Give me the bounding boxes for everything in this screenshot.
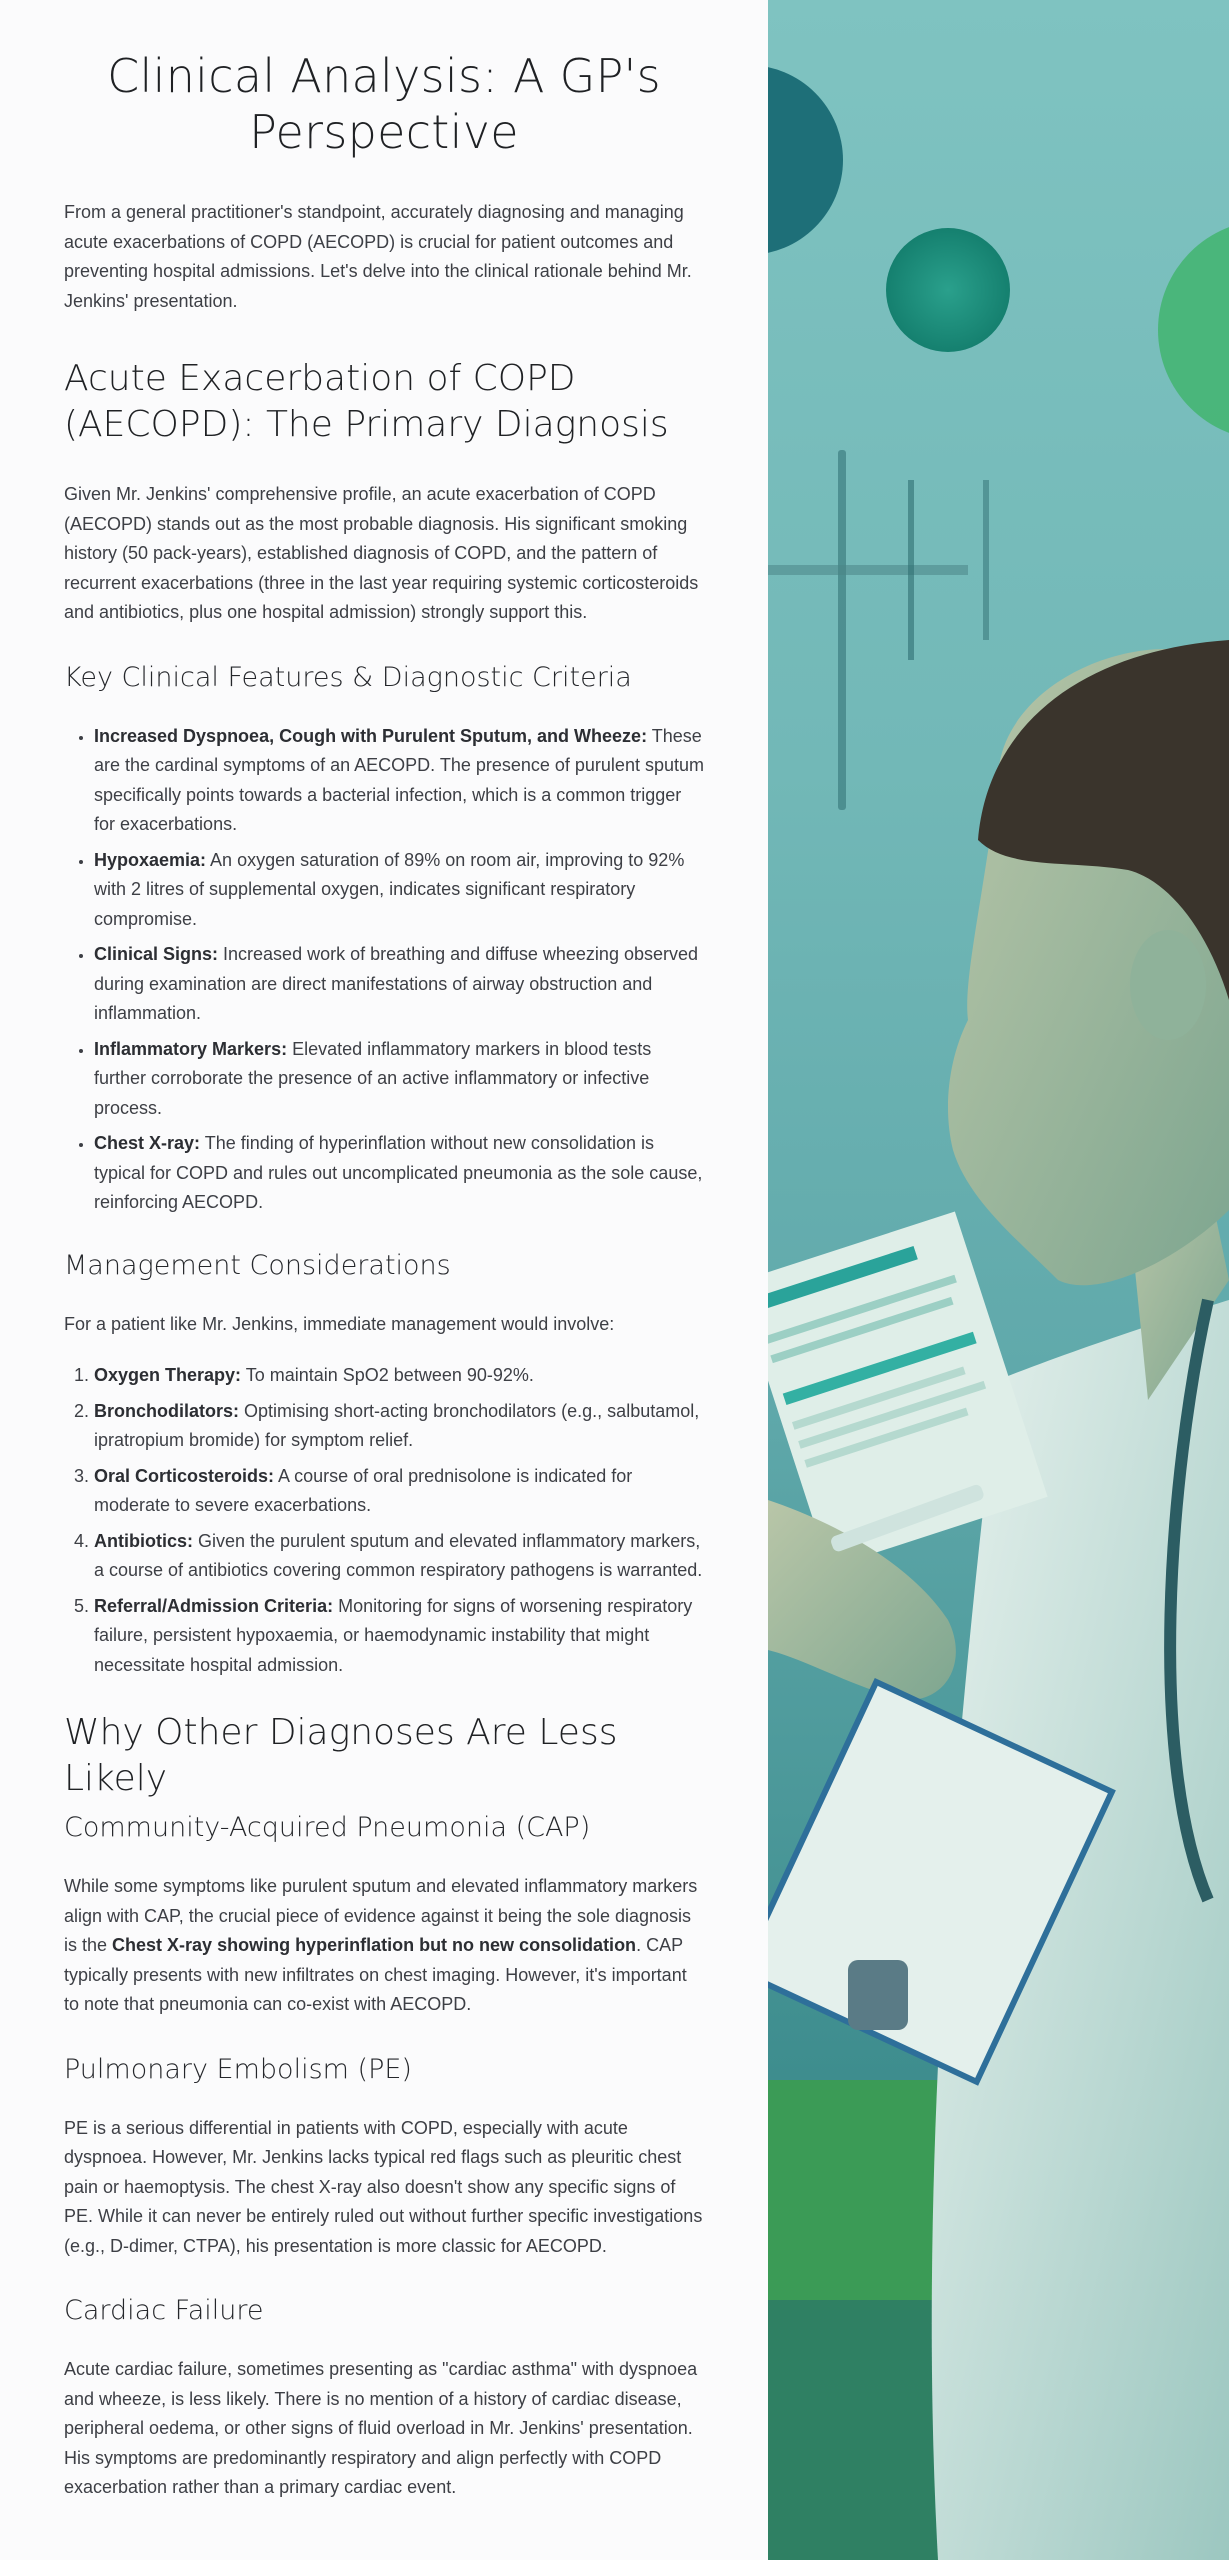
intro-paragraph: From a general practitioner's standpoint, accurately diagnosing and managing acute exacerbations of COPD (AECOPD) is crucial for patient outcomes and preventing hospital admissions. Let's delve into the clinical rationale behind Mr. Jenkins' presentation.	[64, 202, 692, 311]
pe-heading: Pulmonary Embolism (PE)	[64, 2053, 412, 2085]
management-heading: Management Considerations	[64, 1249, 451, 1281]
list-item: • Hypoxaemia: An oxygen saturation of 89% on room air, improving to 92% with 2 litres of supplemental oxygen, indicates significant respiratory compromise.	[94, 846, 704, 935]
cap-heading: Community-Acquired Pneumonia (CAP)	[64, 1812, 591, 1843]
list-item: • Chest X-ray: The finding of hyperinflation without new consolidation is typical for COPD and rules out uncomplicated pneumonia as the sole cause, reinforcing AECOPD.	[94, 1129, 704, 1218]
list-item: • Inflammatory Markers: Elevated inflammatory markers in blood tests further corroborate the presence of an active inflammatory or infective process.	[94, 1035, 704, 1124]
doctor-reviewing-chart-image	[768, 0, 1229, 2560]
list-item: 3. Oral Corticosteroids: A course of oral prednisolone is indicated for moderate to severe exacerbations.	[94, 1462, 704, 1521]
other-diagnoses-heading: Why Other Diagnoses Are Less Likely	[64, 1712, 618, 1799]
list-item: 2. Bronchodilators: Optimising short-acting bronchodilators (e.g., salbutamol, ipratropium bromide) for symptom relief.	[94, 1397, 704, 1456]
cardiac-heading: Cardiac Failure	[64, 2295, 264, 2326]
cap-paragraph: While some symptoms like purulent sputum and elevated inflammatory markers align with CAP, the crucial piece of evidence against it being the sole diagnosis is the Chest X-ray showing hyperinflation but no new consolidation. CAP typically presents with new infiltrates on chest imaging. However, it's important to note that pneumonia can co-exist with AECOPD.	[64, 1876, 698, 2014]
pe-paragraph: PE is a serious differential in patients with COPD, especially with acute dyspnoea. However, Mr. Jenkins lacks typical red flags such as pleuritic chest pain or haemoptysis. The chest X-ray also doesn't show any specific signs of PE. While it can never be entirely ruled out without further specific investigations (e.g., D-dimer, CTPA), his presentation is more classic for AECOPD.	[64, 2117, 703, 2256]
management-lead: For a patient like Mr. Jenkins, immediate management would involve:	[64, 1313, 615, 1334]
list-item: • Increased Dyspnoea, Cough with Purulent Sputum, and Wheeze: These are the cardinal symptoms of an AECOPD. The presence of purulent sputum specifically points towards a bacterial infection, which is a common trigger for exacerbations.	[94, 722, 704, 840]
key-features-heading: Key Clinical Features & Diagnostic Criteria	[64, 661, 632, 693]
list-item: 1. Oxygen Therapy: To maintain SpO2 between 90-92%.	[94, 1361, 704, 1391]
primary-diagnosis-paragraph: Given Mr. Jenkins' comprehensive profile, an acute exacerbation of COPD (AECOPD) stands out as the most probable diagnosis. His significant smoking history (50 pack-years), established diagnosis of COPD, and the pattern of recurrent exacerbations (three in the last year requiring systemic corticosteroids and antibiotics, plus one hospital admission) strongly support this.	[64, 484, 699, 622]
list-item: • Clinical Signs: Increased work of breathing and diffuse wheezing observed during examination are direct manifestations of airway obstruction and inflammation.	[94, 940, 704, 1029]
cardiac-paragraph: Acute cardiac failure, sometimes presenting as "cardiac asthma" with dyspnoea and wheeze, is less likely. There is no mention of a history of cardiac disease, peripheral oedema, or other signs of fluid overload in Mr. Jenkins' presentation. His symptoms are predominantly respiratory and align perfectly with COPD exacerbation rather than a primary cardiac event.	[64, 2359, 698, 2497]
doctor-illustration	[768, 0, 1229, 2560]
list-item: 4. Antibiotics: Given the purulent sputum and elevated inflammatory markers, a course of antibiotics covering common respiratory pathogens is warranted.	[94, 1527, 704, 1586]
primary-diagnosis-heading: Acute Exacerbation of COPD (AECOPD): The Primary Diagnosis	[64, 358, 669, 445]
key-features-list	[64, 722, 704, 1218]
page-title: Clinical Analysis: A GP's Perspective	[107, 49, 661, 159]
management-list	[64, 1361, 704, 1680]
list-item: 5. Referral/Admission Criteria: Monitoring for signs of worsening respiratory failure, persistent hypoxaemia, or haemodynamic instability that might necessitate hospital admission.	[94, 1592, 704, 1681]
